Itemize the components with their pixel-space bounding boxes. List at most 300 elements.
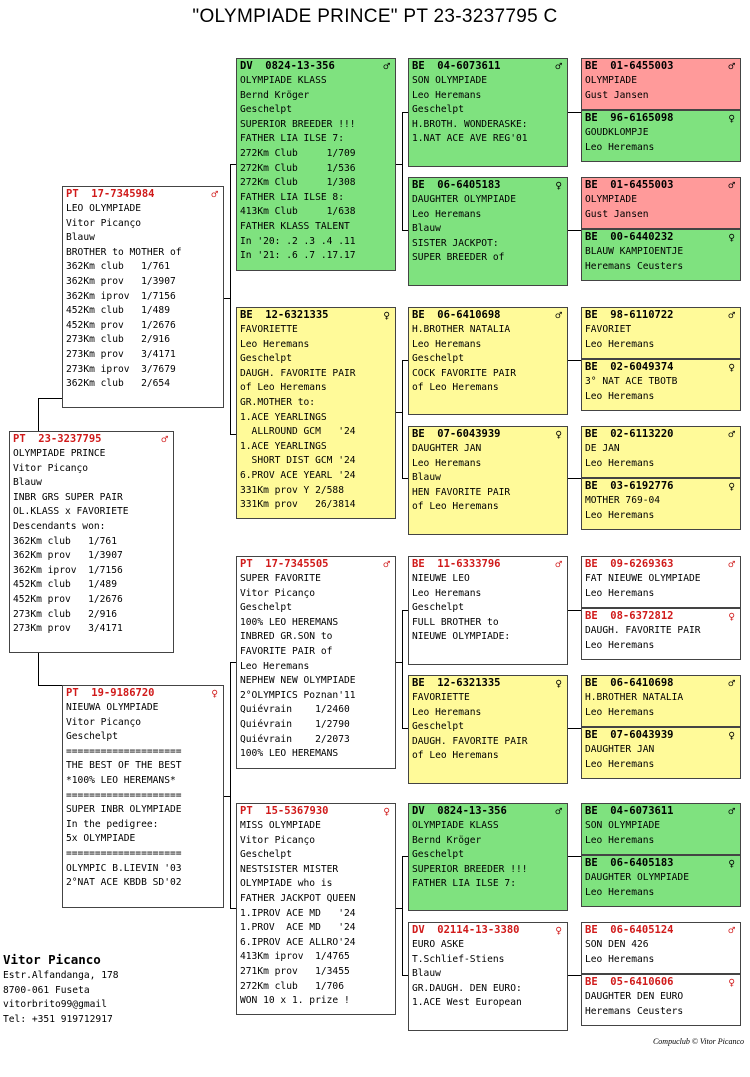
ring-number — [237, 308, 395, 323]
connector-line — [38, 398, 39, 431]
bird-info-line: 5x OLYMPIADE — [66, 833, 136, 845]
ring-number — [10, 432, 173, 447]
bird-info-line: 362Km club 2/654 — [66, 378, 170, 390]
connector-line — [230, 662, 231, 909]
bird-info-line: 6.IPROV ACE ALLRO'24 — [240, 936, 356, 948]
bird-info-line: 452Km club 1/489 — [66, 305, 170, 317]
bird-name: DAUGH. FAVORITE PAIR — [585, 625, 701, 636]
bird-info-line: Blauw — [13, 477, 42, 489]
ring-number — [582, 557, 740, 572]
pedigree-card-g15 — [581, 922, 741, 974]
bird-info-line: ==================== — [66, 789, 182, 801]
bird-info-line: Leo Heremans — [585, 758, 655, 770]
pedigree-card-mother — [62, 685, 224, 908]
male-symbol-icon: ♂ — [728, 924, 735, 937]
pedigree-card-ffm — [408, 177, 568, 286]
connector-line — [568, 975, 581, 976]
pedigree-card-g4 — [581, 229, 741, 281]
ring-text: BE 07-6043939 — [412, 428, 501, 440]
bird-info-line: 272Km club 1/706 — [240, 980, 344, 992]
bird-info-line: SUPER BREEDER of — [412, 252, 505, 264]
bird-info-line: Leo Heremans — [585, 338, 655, 350]
bird-info-line: 273Km club 2/916 — [13, 608, 117, 620]
bird-info-line: FULL BROTHER to — [412, 616, 499, 628]
bird-info-line: Blauw — [412, 472, 441, 484]
female-symbol-icon: ♀ — [383, 805, 390, 818]
pedigree-card-mff — [408, 556, 568, 665]
bird-info-line: OLYMPIADE who is — [240, 878, 333, 890]
pedigree-card-fmf — [408, 307, 568, 415]
ring-number — [237, 557, 395, 572]
male-symbol-icon: ♂ — [555, 309, 562, 322]
connector-line — [568, 112, 581, 113]
female-symbol-icon: ♀ — [728, 112, 735, 125]
ring-number — [409, 427, 567, 442]
bird-info-line: Vitor Picanço — [13, 462, 89, 474]
breeder-email: vitorbrito99@gmail — [3, 999, 107, 1010]
male-symbol-icon: ♂ — [161, 433, 168, 446]
ring-text: BE 04-6073611 — [412, 60, 501, 72]
bird-info-line: NEPHEW NEW OLYMPIADE — [240, 675, 356, 687]
bird-info-line: FATHER JACKPOT QUEEN — [240, 892, 356, 904]
female-symbol-icon: ♀ — [555, 677, 562, 690]
bird-info-line: Geschelpt — [412, 353, 464, 365]
breeder-info — [3, 951, 119, 1027]
bird-info-line: 362Km iprov 1/7156 — [66, 290, 176, 302]
bird-name: SON OLYMPIADE — [585, 820, 661, 831]
ring-number — [582, 479, 740, 494]
pedigree-card-g6 — [581, 359, 741, 411]
pedigree-card-fmm — [408, 426, 568, 535]
bird-info-line: 2°OLYMPICS Poznan'11 — [240, 689, 356, 701]
pedigree-card-g11 — [581, 675, 741, 727]
bird-info-line: Leo Heremans — [585, 706, 655, 718]
ring-text: DV 02114-13-3380 — [412, 924, 520, 936]
bird-info-line: 362Km iprov 1/7156 — [13, 564, 123, 576]
female-symbol-icon: ♀ — [728, 231, 735, 244]
bird-info-line: Leo Heremans — [585, 834, 655, 846]
bird-info-line: Blauw — [412, 968, 441, 980]
pedigree-card-mf — [236, 556, 396, 769]
ring-text: PT 15-5367930 — [240, 805, 329, 817]
breeder-postcode: 8700-061 Fuseta — [3, 984, 90, 996]
bird-name: FAVORIETTE — [240, 324, 298, 335]
bird-info-line: 272Km Club 1/709 — [240, 147, 356, 159]
bird-name: FAVORIETTE — [412, 692, 470, 703]
bird-info-line: of Leo Heremans — [412, 501, 499, 513]
pedigree-card-fm — [236, 307, 396, 519]
bird-info-line: 413Km Club 1/638 — [240, 206, 356, 218]
bird-name: DAUGHTER DEN EURO — [585, 991, 684, 1002]
footer-credit: Compuclub © Vitor Picanco — [652, 1037, 744, 1046]
bird-info-line: Leo Heremans — [585, 457, 655, 469]
pedigree-card-mmm — [408, 922, 568, 1031]
bird-info-line: Leo Heremans — [585, 509, 655, 521]
bird-name: DAUGHTER JAN — [585, 744, 655, 755]
ring-number — [409, 923, 567, 938]
bird-name: DAUGHTER JAN — [412, 443, 482, 454]
bird-info-line: NESTSISTER MISTER — [240, 863, 339, 875]
bird-info-line: INBRED GR.SON to — [240, 631, 333, 643]
bird-info-line: T.Schlief-Stiens — [412, 953, 505, 965]
breeder-address: Estr.Alfandanga, 178 — [3, 970, 119, 981]
female-symbol-icon: ♀ — [728, 480, 735, 493]
bird-info-line: of Leo Heremans — [240, 382, 327, 394]
pedigree-card-g7 — [581, 426, 741, 478]
bird-info-line: 362Km prov 1/3907 — [66, 275, 176, 287]
female-symbol-icon: ♀ — [555, 924, 562, 937]
bird-name: DAUGHTER OLYMPIADE — [412, 194, 516, 205]
bird-info-line: 273Km prov 3/4171 — [13, 623, 123, 635]
pedigree-title: "OLYMPIADE PRINCE" PT 23-3237795 C — [192, 6, 558, 27]
bird-info-line: 413Km iprov 1/4765 — [240, 951, 350, 963]
bird-name: OLYMPIADE — [585, 75, 637, 86]
female-symbol-icon: ♀ — [728, 857, 735, 870]
bird-info-line: In '21: .6 .7 .17.17 — [240, 250, 356, 262]
bird-info-line: SUPERIOR BREEDER !!! — [412, 863, 528, 875]
bird-info-line: Bernd Kröger — [240, 89, 310, 101]
bird-info-line: 331Km prov Y 2/588 — [240, 484, 344, 496]
connector-line — [568, 728, 581, 729]
bird-info-line: Heremans Ceusters — [585, 260, 684, 272]
bird-info-line: Vitor Picanço — [240, 834, 316, 846]
bird-info-line: FATHER LIA ILSE 7: — [240, 133, 344, 145]
pedigree-card-g9 — [581, 556, 741, 608]
bird-info-line: H.BROTH. WONDERASKE: — [412, 118, 528, 130]
ring-number — [409, 308, 567, 323]
male-symbol-icon: ♂ — [383, 558, 390, 571]
bird-info-line: 273Km iprov 3/7679 — [66, 363, 176, 375]
breeder-phone: Tel: +351 919712917 — [3, 1013, 113, 1025]
bird-info-line: Geschelpt — [412, 104, 464, 116]
bird-info-line: Geschelpt — [66, 731, 118, 743]
bird-info-line: Leo Heremans — [585, 390, 655, 402]
bird-info-line: THE BEST OF THE BEST — [66, 760, 182, 772]
bird-name: SUPER FAVORITE — [240, 573, 321, 584]
bird-info-line: INBR GRS SUPER PAIR — [13, 491, 123, 503]
bird-info-line: In '20: .2 .3 .4 .11 — [240, 235, 356, 247]
female-symbol-icon: ♀ — [555, 179, 562, 192]
bird-info-line: 1.ACE YEARLINGS — [240, 440, 327, 452]
female-symbol-icon: ♀ — [728, 976, 735, 989]
bird-info-line: Leo Heremans — [412, 338, 482, 350]
ring-text: BE 01-6455003 — [585, 179, 674, 191]
connector-line — [38, 653, 39, 685]
bird-info-line: Leo Heremans — [412, 587, 482, 599]
bird-info-line: In the pedigree: — [66, 818, 159, 830]
bird-name: OLYMPIADE KLASS — [240, 75, 327, 86]
male-symbol-icon: ♂ — [728, 179, 735, 192]
connector-line — [402, 856, 403, 975]
connector-line — [568, 360, 581, 361]
ring-number — [582, 111, 740, 126]
bird-info-line: ==================== — [66, 745, 182, 757]
connector-line — [38, 685, 62, 686]
bird-info-line: DAUGH. FAVORITE PAIR — [412, 735, 528, 747]
bird-info-line: Descendants won: — [13, 520, 106, 532]
bird-info-line: 452Km prov 1/2676 — [13, 593, 123, 605]
ring-number — [63, 187, 223, 202]
pedigree-card-father — [62, 186, 224, 408]
ring-text: PT 17-7345505 — [240, 558, 329, 570]
ring-number — [582, 804, 740, 819]
pedigree-card-fff — [408, 58, 568, 167]
bird-info-line: Leo Heremans — [240, 338, 310, 350]
male-symbol-icon: ♂ — [383, 60, 390, 73]
ring-number — [409, 59, 567, 74]
ring-text: BE 02-6049374 — [585, 361, 674, 373]
ring-number — [63, 686, 223, 701]
bird-name: SON OLYMPIADE — [412, 75, 488, 86]
bird-name: 3° NAT ACE TBOTB — [585, 376, 678, 387]
ring-number — [582, 728, 740, 743]
bird-info-line: 100% LEO HEREMANS — [240, 748, 339, 760]
bird-info-line: FATHER LIA ILSE 8: — [240, 191, 344, 203]
bird-name: MOTHER 769-04 — [585, 495, 661, 506]
bird-info-line: HEN FAVORITE PAIR — [412, 486, 511, 498]
ring-text: BE 11-6333796 — [412, 558, 501, 570]
bird-info-line: OLYMPIC B.LIEVIN '03 — [66, 862, 182, 874]
bird-info-line: Vitor Picanço — [66, 716, 142, 728]
pedigree-card-g13 — [581, 803, 741, 855]
bird-info-line: 452Km club 1/489 — [13, 579, 117, 591]
connector-line — [568, 230, 581, 231]
ring-text: PT 23-3237795 — [13, 433, 102, 445]
ring-number — [237, 59, 395, 74]
bird-info-line: Leo Heremans — [412, 706, 482, 718]
ring-number — [237, 804, 395, 819]
bird-name: OLYMPIADE — [585, 194, 637, 205]
bird-info-line: of Leo Heremans — [412, 382, 499, 394]
bird-info-line: Leo Heremans — [585, 886, 655, 898]
male-symbol-icon: ♂ — [728, 60, 735, 73]
bird-name: DE JAN — [585, 443, 620, 454]
bird-name: NIEUWA OLYMPIADE — [66, 702, 159, 713]
male-symbol-icon: ♂ — [728, 805, 735, 818]
bird-info-line: of Leo Heremans — [412, 750, 499, 762]
ring-text: BE 12-6321335 — [412, 677, 501, 689]
bird-info-line: Leo Heremans — [240, 660, 310, 672]
bird-name: DAUGHTER OLYMPIADE — [585, 872, 689, 883]
bird-info-line: 452Km prov 1/2676 — [66, 319, 176, 331]
bird-info-line: 1.ACE YEARLINGS — [240, 411, 327, 423]
bird-info-line: FATHER LIA ILSE 7: — [412, 878, 516, 890]
ring-text: BE 06-6405183 — [585, 857, 674, 869]
male-symbol-icon: ♂ — [555, 558, 562, 571]
ring-text: BE 96-6165098 — [585, 112, 674, 124]
bird-info-line: ==================== — [66, 847, 182, 859]
bird-info-line: GR.DAUGH. DEN EURO: — [412, 982, 522, 994]
pedigree-card-g16 — [581, 974, 741, 1026]
ring-text: BE 12-6321335 — [240, 309, 329, 321]
bird-info-line: Geschelpt — [240, 104, 292, 116]
pedigree-card-subject — [9, 431, 174, 653]
connector-line — [402, 610, 403, 729]
bird-info-line: ALLROUND GCM '24 — [240, 426, 356, 438]
female-symbol-icon: ♀ — [728, 610, 735, 623]
connector-line — [568, 610, 581, 611]
ring-text: PT 19-9186720 — [66, 687, 155, 699]
male-symbol-icon: ♂ — [728, 428, 735, 441]
bird-info-line: 1.NAT ACE AVE REG'01 — [412, 133, 528, 145]
male-symbol-icon: ♂ — [211, 188, 218, 201]
bird-info-line: Leo Heremans — [585, 639, 655, 651]
ring-text: BE 03-6192776 — [585, 480, 674, 492]
ring-text: BE 06-6410698 — [585, 677, 674, 689]
bird-info-line: SHORT DIST GCM '24 — [240, 455, 356, 467]
bird-info-line: Gust Jansen — [585, 208, 649, 220]
connector-line — [230, 164, 231, 435]
ring-number — [409, 557, 567, 572]
bird-info-line: GR.MOTHER to: — [240, 396, 316, 408]
ring-number — [582, 178, 740, 193]
bird-name: H.BROTHER NATALIA — [585, 692, 684, 703]
bird-name: NIEUWE LEO — [412, 573, 470, 584]
ring-text: BE 04-6073611 — [585, 805, 674, 817]
male-symbol-icon: ♂ — [555, 60, 562, 73]
bird-name: SON DEN 426 — [585, 939, 649, 950]
bird-info-line: 272Km Club 1/536 — [240, 162, 356, 174]
ring-number — [582, 230, 740, 245]
connector-line — [568, 856, 581, 857]
bird-info-line: Leo Heremans — [585, 587, 655, 599]
ring-number — [582, 856, 740, 871]
pedigree-card-g5 — [581, 307, 741, 359]
ring-text: DV 0824-13-356 — [240, 60, 335, 72]
bird-info-line: Geschelpt — [240, 849, 292, 861]
ring-number — [582, 360, 740, 375]
female-symbol-icon: ♀ — [728, 361, 735, 374]
ring-text: BE 05-6410606 — [585, 976, 674, 988]
bird-info-line: Quiévrain 1/2790 — [240, 718, 350, 730]
bird-info-line: WON 10 x 1. prize ! — [240, 995, 350, 1007]
bird-info-line: Leo Heremans — [585, 141, 655, 153]
bird-name: H.BROTHER NATALIA — [412, 324, 511, 335]
bird-info-line: Geschelpt — [412, 721, 464, 733]
bird-info-line: 273Km club 2/916 — [66, 334, 170, 346]
ring-number — [582, 676, 740, 691]
bird-info-line: DAUGH. FAVORITE PAIR — [240, 367, 356, 379]
bird-info-line: Geschelpt — [412, 849, 464, 861]
female-symbol-icon: ♀ — [211, 687, 218, 700]
male-symbol-icon: ♂ — [728, 309, 735, 322]
bird-info-line: *100% LEO HEREMANS* — [66, 774, 176, 786]
bird-info-line: SISTER JACKPOT: — [412, 237, 499, 249]
bird-info-line: Quiévrain 1/2460 — [240, 704, 350, 716]
pedigree-card-mfm — [408, 675, 568, 784]
bird-info-line: 331Km prov 26/3814 — [240, 499, 356, 511]
bird-name: MISS OLYMPIADE — [240, 820, 321, 831]
bird-info-line: 6.PROV ACE YEARL '24 — [240, 469, 356, 481]
bird-info-line: Geschelpt — [240, 353, 292, 365]
bird-info-line: Leo Heremans — [412, 208, 482, 220]
ring-text: BE 98-6110722 — [585, 309, 674, 321]
bird-info-line: Quiévrain 2/2073 — [240, 733, 350, 745]
bird-info-line: 1.ACE West European — [412, 997, 522, 1009]
bird-info-line: Leo Heremans — [585, 953, 655, 965]
ring-text: BE 00-6440232 — [585, 231, 674, 243]
ring-text: BE 06-6410698 — [412, 309, 501, 321]
ring-number — [582, 59, 740, 74]
ring-number — [582, 975, 740, 990]
ring-text: BE 06-6405124 — [585, 924, 674, 936]
pedigree-card-g8 — [581, 478, 741, 530]
breeder-name: Vitor Picanco — [3, 952, 101, 967]
pedigree-card-g12 — [581, 727, 741, 779]
bird-info-line: Bernd Kröger — [412, 834, 482, 846]
ring-text: BE 06-6405183 — [412, 179, 501, 191]
bird-info-line: Blauw — [412, 223, 441, 235]
bird-info-line: 362Km club 1/761 — [13, 535, 117, 547]
pedigree-card-ff — [236, 58, 396, 271]
bird-name: BLAUW KAMPIOENTJE — [585, 246, 684, 257]
bird-info-line: 1.PROV ACE MD '24 — [240, 922, 356, 934]
bird-info-line: FATHER KLASS TALENT — [240, 220, 350, 232]
bird-info-line: COCK FAVORITE PAIR — [412, 367, 516, 379]
bird-info-line: 271Km prov 1/3455 — [240, 965, 350, 977]
bird-name: EURO ASKE — [412, 939, 464, 950]
bird-info-line: Geschelpt — [412, 602, 464, 614]
pedigree-card-g2 — [581, 110, 741, 162]
bird-info-line: Leo Heremans — [412, 457, 482, 469]
bird-info-line: BROTHER to MOTHER of — [66, 246, 182, 258]
pedigree-card-g3 — [581, 177, 741, 229]
ring-text: DV 0824-13-356 — [412, 805, 507, 817]
female-symbol-icon: ♀ — [555, 428, 562, 441]
female-symbol-icon: ♀ — [728, 729, 735, 742]
bird-name: LEO OLYMPIADE — [66, 203, 142, 214]
ring-text: BE 02-6113220 — [585, 428, 674, 440]
connector-line — [568, 478, 581, 479]
bird-info-line: Blauw — [66, 232, 95, 244]
ring-number — [409, 804, 567, 819]
ring-text: BE 09-6269363 — [585, 558, 674, 570]
bird-info-line: Vitor Picanço — [66, 217, 142, 229]
pedigree-card-g10 — [581, 608, 741, 660]
ring-number — [582, 427, 740, 442]
ring-number — [409, 178, 567, 193]
male-symbol-icon: ♂ — [728, 677, 735, 690]
bird-info-line: 100% LEO HEREMANS — [240, 616, 339, 628]
bird-name: OLYMPIADE KLASS — [412, 820, 499, 831]
bird-info-line: 1.IPROV ACE MD '24 — [240, 907, 356, 919]
bird-info-line: SUPERIOR BREEDER !!! — [240, 118, 356, 130]
bird-info-line: 362Km prov 1/3907 — [13, 550, 123, 562]
bird-info-line: NIEUWE OLYMPIADE: — [412, 631, 511, 643]
pedigree-card-mmf — [408, 803, 568, 911]
pedigree-card-mm — [236, 803, 396, 1015]
connector-line — [38, 398, 62, 399]
bird-name: FAT NIEUWE OLYMPIADE — [585, 573, 701, 584]
pedigree-card-g14 — [581, 855, 741, 907]
ring-number — [409, 676, 567, 691]
ring-number — [582, 308, 740, 323]
male-symbol-icon: ♂ — [728, 558, 735, 571]
ring-number — [582, 609, 740, 624]
bird-name: FAVORIET — [585, 324, 632, 335]
bird-info-line: 2°NAT ACE KBDB SD'02 — [66, 877, 182, 889]
connector-line — [402, 360, 403, 479]
bird-info-line: OL.KLASS x FAVORIETE — [13, 506, 129, 518]
bird-info-line: SUPER INBR OLYMPIADE — [66, 804, 182, 816]
bird-info-line: Vitor Picanço — [240, 587, 316, 599]
ring-text: BE 08-6372812 — [585, 610, 674, 622]
pedigree-card-g1 — [581, 58, 741, 110]
bird-info-line: Gust Jansen — [585, 89, 649, 101]
bird-info-line: FAVORITE PAIR of — [240, 645, 333, 657]
bird-info-line: 362Km club 1/761 — [66, 261, 170, 273]
ring-text: PT 17-7345984 — [66, 188, 155, 200]
